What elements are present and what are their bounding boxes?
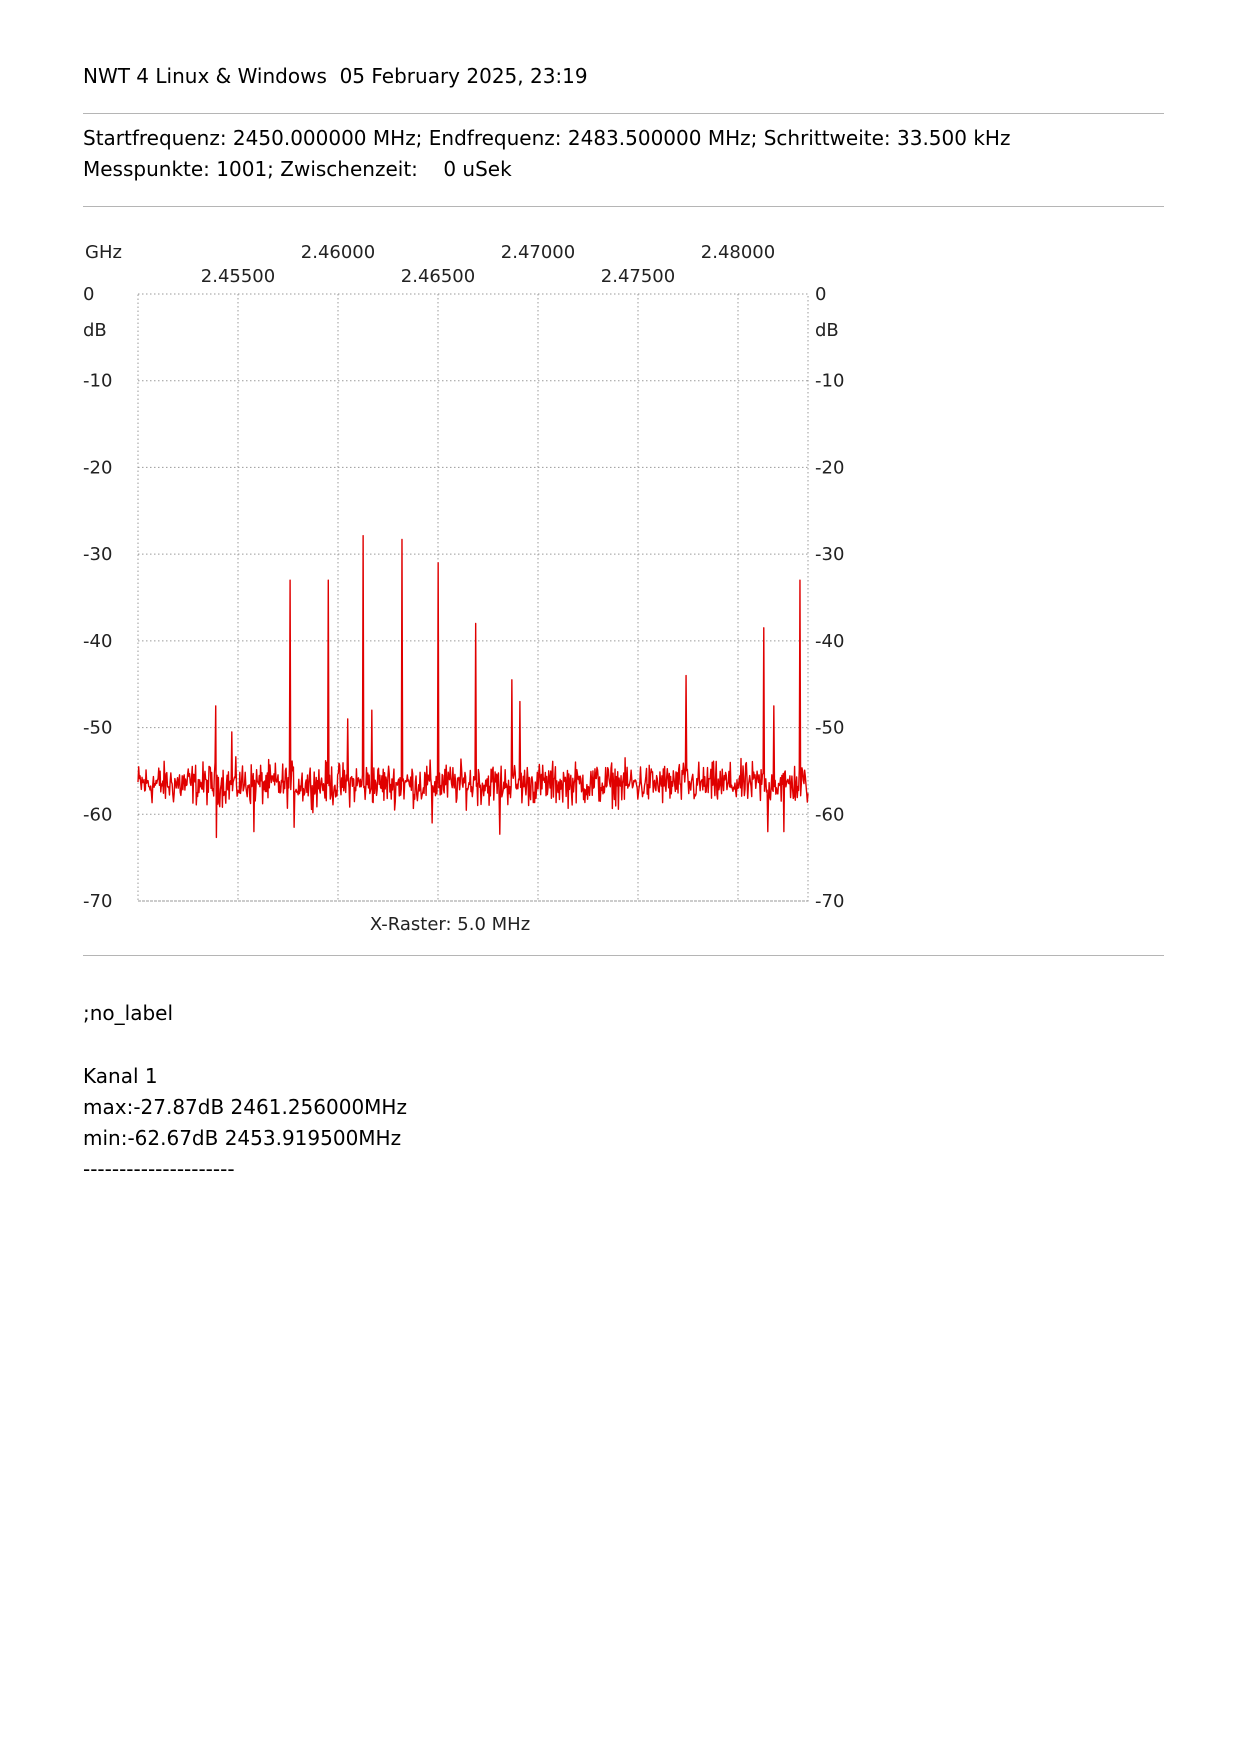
sweep-params-line1: Startfrequenz: 2450.000000 MHz; Endfrequenz: 2483.500000 MHz; Schrittweite: 33.500 kHz — [83, 126, 1011, 150]
y-tick-label-left: -60 — [83, 804, 113, 826]
sweep-params-line2: Messpunkte: 1001; Zwischenzeit: 0 uSek — [83, 157, 512, 181]
y-tick-label-left: -20 — [83, 457, 113, 479]
y-tick-label-left: -70 — [83, 891, 113, 912]
y-tick-label-right: -50 — [815, 717, 845, 739]
channel-min: min:-62.67dB 2453.919500MHz — [83, 1126, 402, 1150]
y-unit-label-right: dB — [815, 320, 839, 341]
y-tick-label-right: -40 — [815, 630, 845, 652]
channel-separator: --------------------- — [83, 1157, 235, 1181]
chart-axis-labels — [83, 242, 839, 935]
x-tick-label-bottom: 2.45500 — [200, 266, 276, 287]
y-tick-label-right: -60 — [815, 804, 845, 826]
y-tick-label-left: -50 — [83, 717, 113, 739]
page-title: NWT 4 Linux & Windows 05 February 2025, 23:19 — [83, 64, 588, 88]
y-tick-label-right: -30 — [815, 544, 845, 566]
y-tick-label-left: -30 — [83, 544, 113, 566]
channel-name: Kanal 1 — [83, 1064, 158, 1088]
plot-frame — [138, 294, 808, 901]
channel-max: max:-27.87dB 2461.256000MHz — [83, 1095, 407, 1119]
y-tick-label-right: 0 — [815, 284, 827, 305]
x-axis-title: X-Raster: 5.0 MHz — [369, 914, 531, 935]
x-tick-label-bottom: 2.46500 — [400, 266, 476, 287]
x-tick-label-top: 2.48000 — [700, 242, 776, 263]
chart-grid — [138, 294, 808, 901]
y-unit-label-left: dB — [83, 320, 107, 341]
y-tick-label-right: -70 — [815, 891, 845, 912]
y-tick-label-left: -40 — [83, 630, 113, 652]
marker-label: ;no_label — [83, 1001, 174, 1025]
divider-bottom — [83, 955, 1164, 956]
y-tick-label-right: -10 — [815, 370, 845, 392]
y-tick-label-right: -20 — [815, 457, 845, 479]
x-unit-label: GHz — [85, 242, 122, 263]
y-tick-label-left: 0 — [83, 284, 95, 305]
x-tick-label-top: 2.46000 — [300, 242, 376, 263]
chart-ticks — [83, 242, 844, 912]
x-tick-label-bottom: 2.47500 — [600, 266, 676, 287]
x-tick-label-top: 2.47000 — [500, 242, 576, 263]
y-tick-label-left: -10 — [83, 370, 113, 392]
